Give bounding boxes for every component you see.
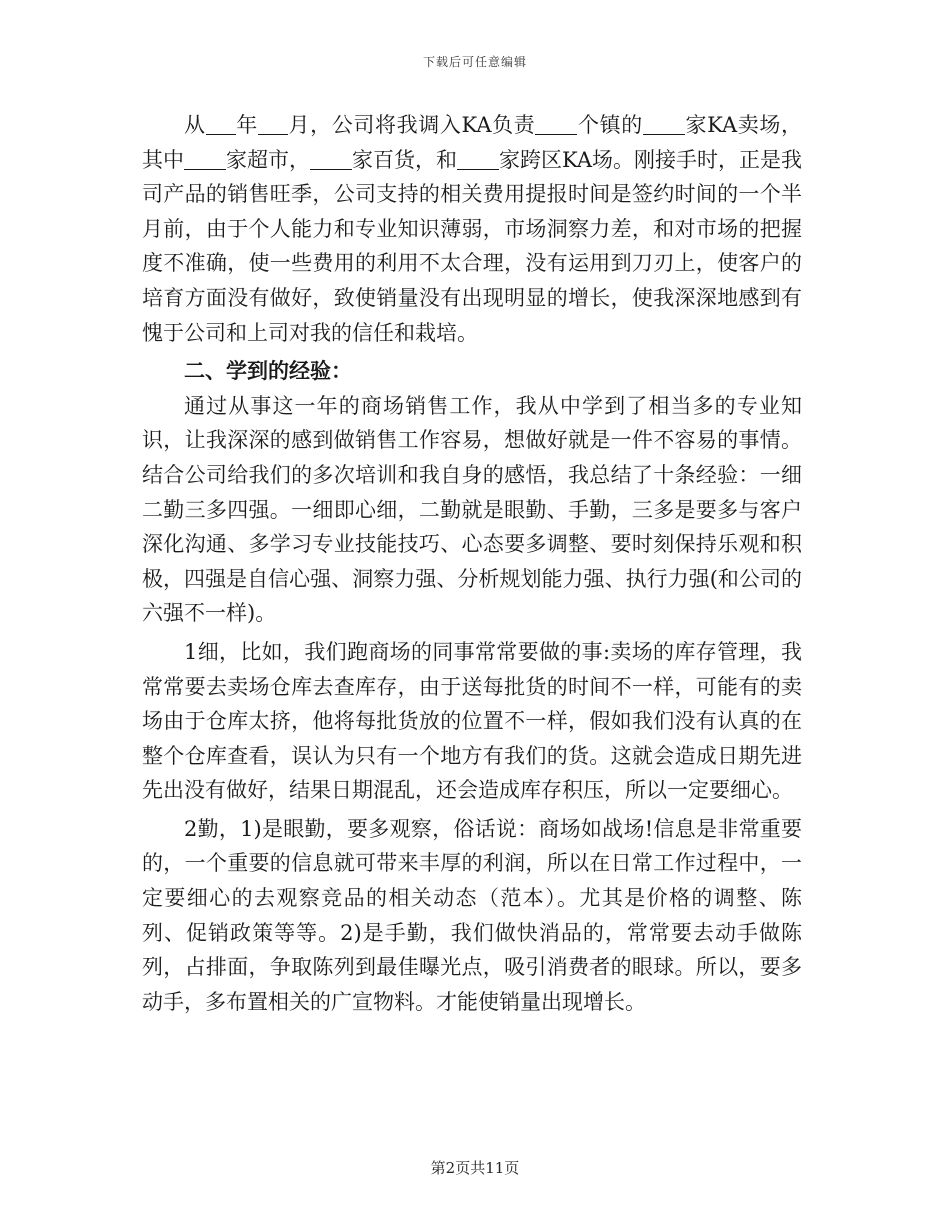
text-run: 家跨区KA场。刚接手时，正是我司产品的销售旺季，公司支持的相关费用提报时间是签约时间的一个半月前，由于个人能力和专业知识薄弱，市场洞察力差，和对市场的把握度不准确，使一些费用的利用不太合理，没有运用到刀刃上，使客户的培育方面没有做好，致使销量没有出现明显的增长，使我深深地感到有愧于公司和上司对我的信任和栽培。 [142, 147, 803, 345]
document-body [142, 108, 802, 1019]
text-run: 年 [235, 113, 258, 137]
text-run: 家KA卖场，其中 [142, 113, 802, 172]
header-note: 下载后可任意编辑 [422, 55, 527, 69]
text-run: 从 [184, 113, 206, 137]
blank-cross-region-count [457, 147, 499, 170]
text-run: 家百货，和 [352, 147, 457, 172]
blank-store-count [643, 112, 685, 135]
text-run: 月，公司将我调入KA负责 [287, 113, 536, 137]
blank-month [258, 112, 288, 135]
blank-year [206, 112, 236, 135]
paragraph-experience: 通过从事这一年的商场销售工作，我从中学到了相当多的专业知识，让我深深的感到做销售工作容易，想做好就是一件不容易的事情。结合公司给我们的多次培训和我自身的感悟，我总结了十条经验：一细二勤三多四强。一细即心细，二勤就是眼勤、手勤，三多是要多与客户深化沟通、多学习专业技能技巧、心态要多调整、要时刻保持乐观和积极，四强是自信心强、洞察力强、分析规划能力强、执行力强(和公司的六强不一样)。 [142, 393, 802, 626]
blank-department-count [310, 147, 352, 170]
text-run: 个镇的 [577, 113, 643, 137]
section-heading: 二、学到的经验： [184, 358, 352, 384]
blank-supermarket-count [184, 147, 226, 170]
paragraph-diligence: 2勤，1)是眼勤，要多观察，俗话说：商场如战场!信息是非常重要的，一个重要的信息就可带来丰厚的利润，所以在日常工作过程中，一定要细心的去观察竞品的相关动态（范本）。尤其是价格的调整、陈列、促销政策等等。2)是手勤，我们做快消品的，常常要去动手做陈列，占排面，争取陈列到最佳曝光点，吸引消费者的眼球。所以，要多动手，多布置相关的广宣物料。才能使销量出现增长。 [142, 816, 802, 1014]
paragraph-assignment [142, 108, 802, 350]
page-number: 第2页共11页 [430, 1159, 520, 1177]
blank-town-count [535, 112, 577, 135]
paragraph-carefulness: 1细，比如，我们跑商场的同事常常要做的事:卖场的库存管理，我常常要去卖场仓库去查库存，由于送每批货的时间不一样，可能有的卖场由于仓库太挤，他将每批货放的位置不一样，假如我们没有认真的在整个仓库查看，误认为只有一个地方有我们的货。这就会造成日期先进先出没有做好，结果日期混乱，还会造成库存积压，所以一定要细心。 [142, 639, 802, 803]
text-run: 家超市， [226, 147, 310, 172]
